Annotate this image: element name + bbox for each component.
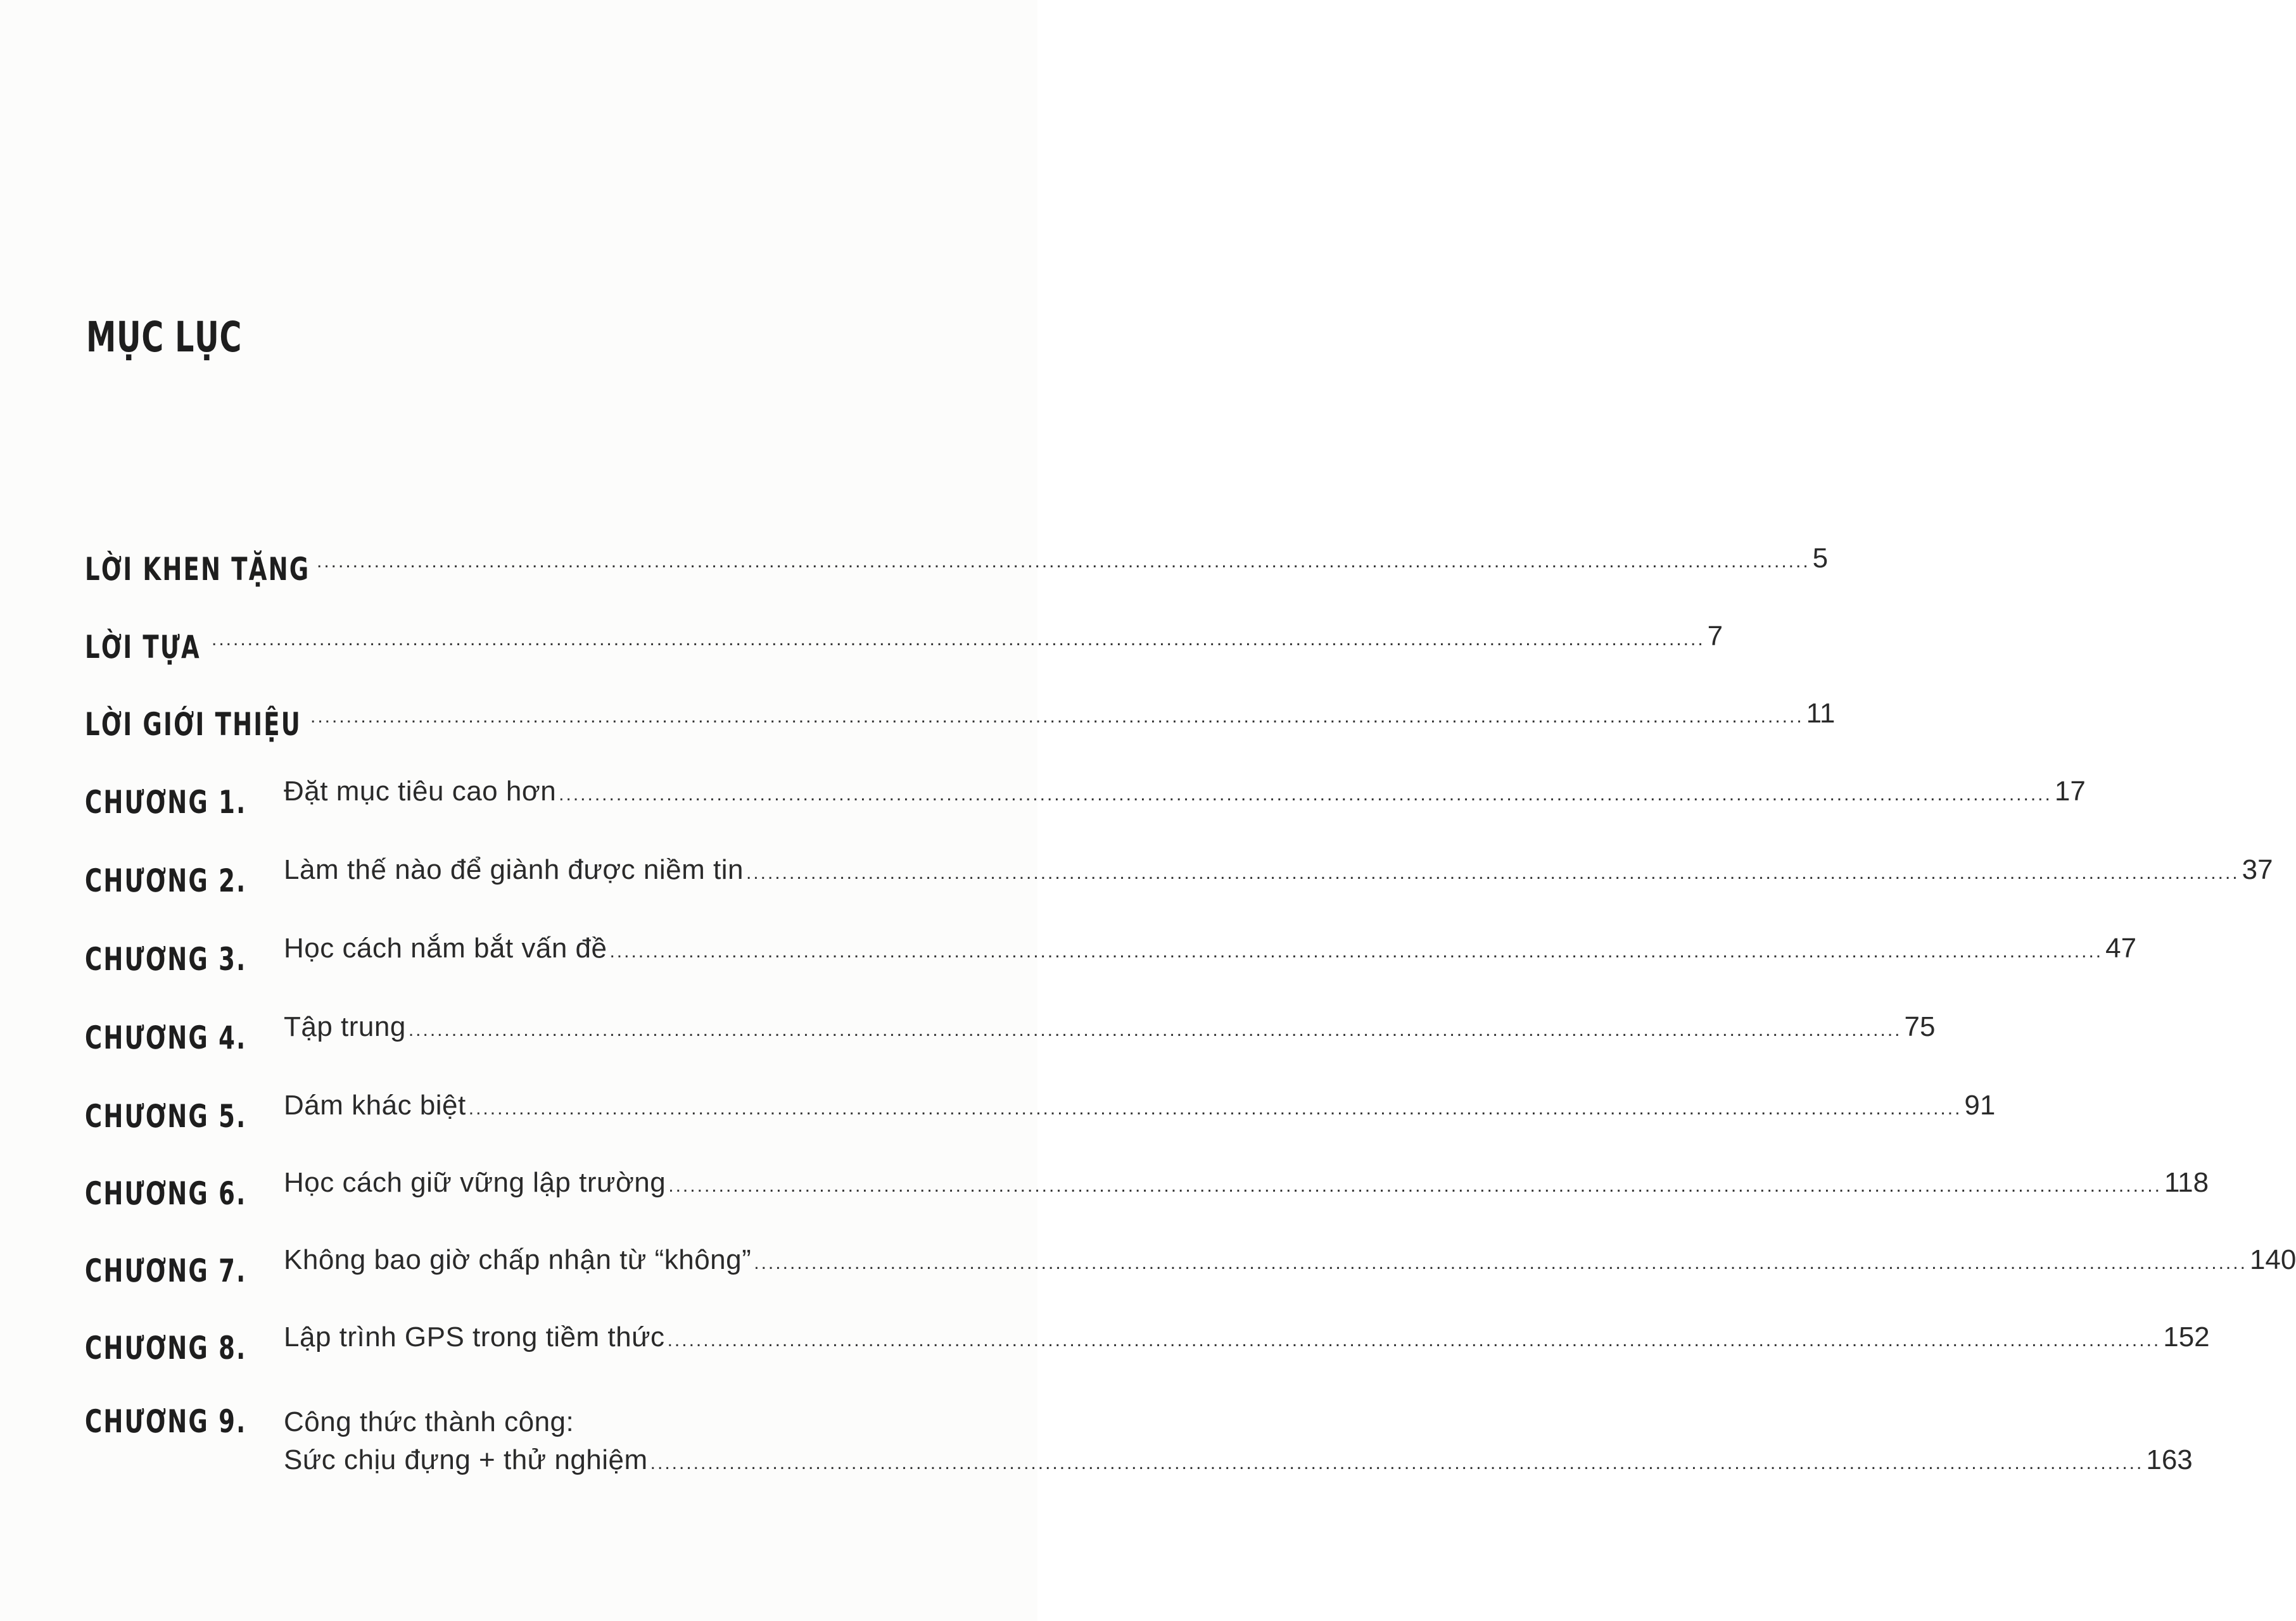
chapter-title: Học cách nắm bắt vấn đề — [284, 933, 607, 964]
toc-entry-chapter-5 — [85, 1090, 1996, 1135]
toc-entry-loi-gioi-thieu — [85, 698, 1836, 743]
chapter-label: CHƯƠNG 7. — [85, 1252, 247, 1289]
dot-leader: ................................................................................................................................................................................................................ — [408, 1019, 1902, 1040]
page-number: 140 — [2249, 1244, 2296, 1275]
chapter-title: Học cách giữ vững lập trường — [284, 1167, 666, 1198]
chapter-label: CHƯƠNG 1. — [85, 784, 247, 821]
entry-row — [284, 933, 2137, 975]
entry-row — [284, 1167, 2209, 1209]
entry-label: LỜI GIỚI THIỆU — [85, 706, 302, 743]
chapter-title: Lập trình GPS trong tiềm thức — [284, 1321, 665, 1353]
dot-leader: ................................................................................................................................................................................................................ — [212, 629, 1705, 650]
page-number: 5 — [1812, 543, 1829, 574]
page-number: 118 — [2164, 1167, 2209, 1198]
dot-leader: ................................................................................................................................................................................................................ — [468, 1098, 1962, 1119]
page-number: 11 — [1806, 698, 1836, 729]
dot-leader: ................................................................................................................................................................................................................ — [668, 1175, 2162, 1196]
entry-row — [284, 854, 2273, 897]
entry-row — [284, 776, 2086, 818]
toc-entry-chapter-8 — [85, 1321, 2210, 1366]
toc-entry-chapter-4 — [85, 1011, 1936, 1056]
chapter-label: CHƯƠNG 6. — [85, 1175, 247, 1212]
chapter-label: CHƯƠNG 4. — [85, 1019, 247, 1056]
entry-label: LỜI KHEN TẶNG — [85, 551, 310, 588]
page-number: 91 — [1964, 1090, 1996, 1121]
page-number: 37 — [2242, 854, 2273, 885]
entry-row — [209, 621, 1723, 663]
dot-leader: ................................................................................................................................................................................................................ — [559, 784, 2052, 805]
page-title: MỤC LỤC — [86, 313, 243, 362]
chapter-title: Tập trung — [284, 1011, 406, 1042]
entry-label: LỜI TỰA — [85, 629, 201, 665]
entry-row — [284, 1321, 2210, 1364]
toc-entry-chapter-2 — [85, 854, 2273, 899]
chapter-title: Dám khác biệt — [284, 1090, 466, 1121]
chapter-title-line-2: Sức chịu đựng + thử nghiệm — [284, 1444, 648, 1475]
entry-row — [284, 1011, 1936, 1054]
page-number: 17 — [2054, 776, 2086, 807]
chapter-label: CHƯƠNG 8. — [85, 1330, 247, 1366]
page-number: 152 — [2163, 1321, 2210, 1353]
chapter-label: CHƯƠNG 9. — [85, 1403, 247, 1440]
entry-row — [284, 1444, 2193, 1475]
dot-leader: ................................................................................................................................................................................................................ — [754, 1252, 2247, 1273]
dot-leader: ................................................................................................................................................................................................................ — [650, 1453, 2144, 1473]
toc-entry-chapter-7 — [85, 1244, 2296, 1289]
chapter-title: Làm thế nào để giành được niềm tin — [284, 854, 744, 885]
chapter-title-line-1: Công thức thành công: — [284, 1406, 574, 1437]
toc-entry-loi-khen-tang — [85, 543, 1829, 588]
chapter-label: CHƯƠNG 3. — [85, 941, 247, 978]
dot-leader: ................................................................................................................................................................................................................ — [317, 551, 1810, 572]
page-number: 75 — [1904, 1011, 1936, 1042]
toc-entry-loi-tua — [85, 621, 1723, 665]
page-number: 47 — [2105, 933, 2137, 964]
entry-row — [314, 543, 1829, 585]
entry-row — [284, 1244, 2296, 1287]
dot-leader: ................................................................................................................................................................................................................ — [609, 941, 2103, 962]
page-number: 7 — [1707, 621, 1723, 652]
toc-entry-chapter-6 — [85, 1167, 2209, 1212]
page-number: 163 — [2146, 1444, 2193, 1475]
dot-leader: ................................................................................................................................................................................................................ — [310, 706, 1804, 727]
chapter-label: CHƯƠNG 5. — [85, 1098, 247, 1135]
dot-leader: ................................................................................................................................................................................................................ — [745, 862, 2240, 883]
chapter-label: CHƯƠNG 2. — [85, 862, 247, 899]
chapter-title: Không bao giờ chấp nhận từ “không” — [284, 1244, 752, 1275]
entry-row — [308, 698, 1836, 740]
dot-leader: ................................................................................................................................................................................................................ — [667, 1330, 2161, 1351]
toc-entry-chapter-1 — [85, 776, 2086, 821]
toc-entry-chapter-3 — [85, 933, 2137, 978]
chapter-title: Đặt mục tiêu cao hơn — [284, 776, 557, 807]
entry-row — [284, 1090, 1996, 1132]
